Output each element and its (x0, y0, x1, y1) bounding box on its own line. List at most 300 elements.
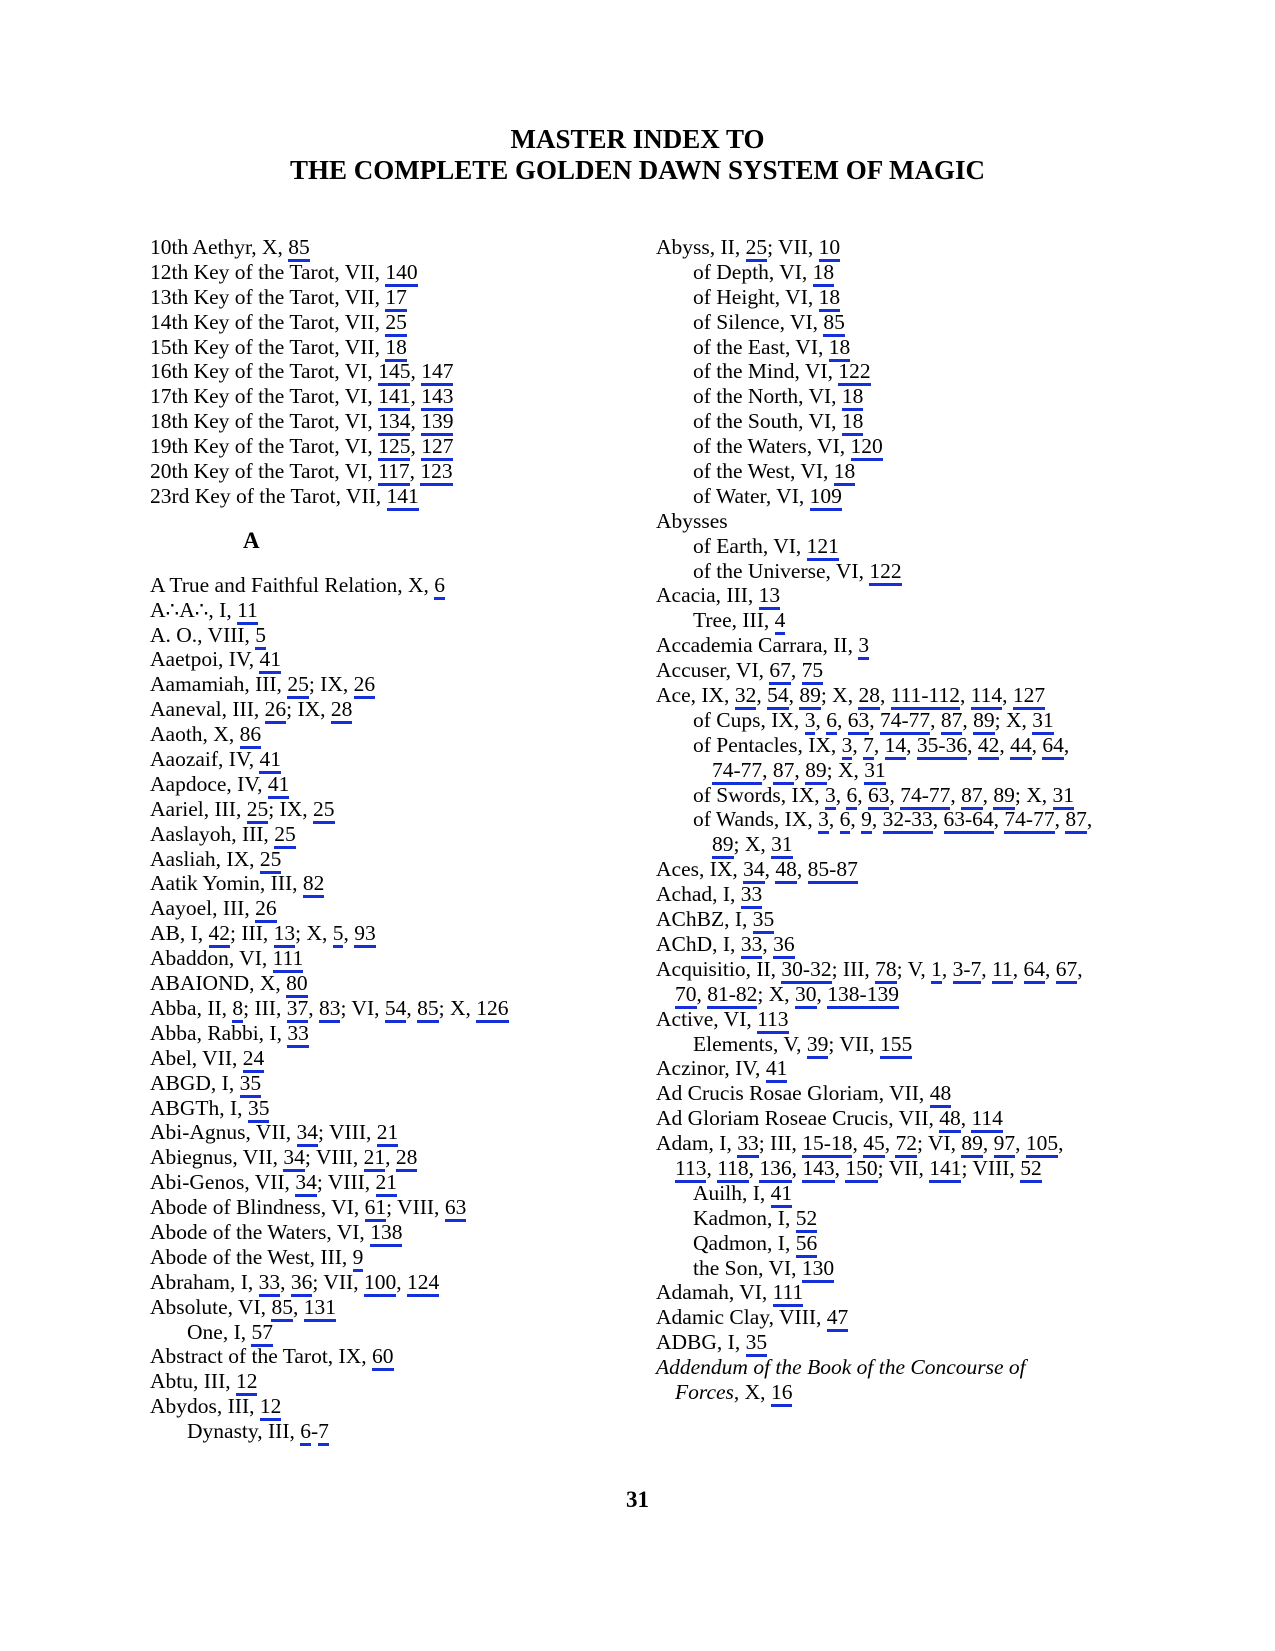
entry-text: ; X, (757, 981, 796, 1006)
page-reference-link[interactable]: 9 (861, 807, 872, 834)
page-reference-link[interactable]: 85 (823, 310, 845, 337)
page-reference-link[interactable]: 113 (757, 1007, 788, 1034)
page-reference-link[interactable]: 8 (232, 996, 243, 1023)
page-reference-link[interactable]: 26 (265, 697, 287, 724)
entry-text: the Son, VI, (693, 1255, 802, 1280)
index-entry (656, 310, 1136, 335)
entry-text: 20th Key of the Tarot, VI, (150, 459, 379, 484)
page-reference-link[interactable]: 63 (868, 783, 890, 810)
index-entry (656, 1355, 1136, 1380)
page-reference-link[interactable]: 141 (387, 484, 419, 511)
index-entry (150, 697, 620, 722)
page-reference-link[interactable]: 130 (802, 1256, 834, 1283)
page-reference-link[interactable]: 89 (799, 683, 821, 710)
page-reference-link[interactable]: 26 (354, 672, 376, 699)
index-entry (656, 559, 1136, 584)
page-reference-link[interactable]: 36 (773, 932, 795, 959)
entry-text: of Depth, VI, (693, 259, 813, 284)
entry-text: Absolute, VI, (150, 1294, 272, 1319)
page-reference-link[interactable]: 140 (385, 260, 417, 287)
page-reference-link[interactable]: 74-77 (1004, 807, 1054, 834)
page-reference-link[interactable]: 31 (864, 758, 886, 785)
index-entry (656, 260, 1136, 285)
entry-text: , (410, 409, 422, 434)
page-reference-link[interactable]: 21 (376, 1170, 398, 1197)
page-reference-link[interactable]: 85-87 (808, 857, 858, 884)
page-reference-link[interactable]: 3 (858, 633, 869, 660)
page-reference-link[interactable]: 136 (759, 1156, 791, 1183)
entry-text: , (982, 1131, 994, 1156)
entry-text: , (1058, 1131, 1064, 1156)
index-entry (150, 235, 620, 260)
page-reference-link[interactable]: 42 (209, 921, 231, 948)
entry-text: of the Mind, VI, (693, 359, 839, 384)
index-entry (656, 957, 1136, 982)
page-reference-link[interactable]: 109 (810, 484, 842, 511)
page-reference-link[interactable]: 87 (773, 758, 795, 785)
index-entry (150, 409, 620, 434)
page-reference-link[interactable]: 67 (1056, 957, 1078, 984)
entry-text: 15th Key of the Tarot, VII, (150, 334, 386, 359)
entry-text: 19th Key of the Tarot, VI, (150, 434, 379, 459)
entry-text: ; X, (1014, 782, 1053, 807)
page-reference-link[interactable]: 3 (825, 783, 836, 810)
index-entry (656, 1156, 1136, 1181)
index-column-right (656, 235, 1136, 1405)
page-reference-link[interactable]: 85 (417, 996, 439, 1023)
page-reference-link[interactable]: 12 (236, 1369, 258, 1396)
entry-text: , (834, 1155, 846, 1180)
entry-text: ADBG, I, (656, 1330, 746, 1355)
page-reference-link[interactable]: 117 (378, 459, 409, 486)
entry-text: of the East, VI, (693, 334, 829, 359)
entry-text: of the Waters, VI, (693, 434, 851, 459)
page-reference-link[interactable]: 82 (303, 871, 325, 898)
entry-text: , (884, 1131, 896, 1156)
page-reference-link[interactable]: 14 (885, 733, 907, 760)
index-entry (656, 1231, 1136, 1256)
page-reference-link[interactable]: 5 (333, 921, 344, 948)
page-reference-link[interactable]: 138-139 (827, 982, 899, 1009)
page-reference-link[interactable]: 32 (735, 683, 757, 710)
page-reference-link[interactable]: 57 (251, 1320, 273, 1347)
page-reference-link[interactable]: 126 (476, 996, 508, 1023)
page-reference-link[interactable]: 138 (370, 1220, 402, 1247)
page-reference-link[interactable]: 60 (372, 1344, 394, 1371)
entry-text: , (850, 807, 862, 832)
page-reference-link[interactable]: 83 (319, 996, 341, 1023)
entry-text: ; X, (295, 921, 333, 946)
page-reference-link[interactable]: 70 (675, 982, 697, 1009)
page-reference-link[interactable]: 5 (255, 623, 266, 650)
page-reference-link[interactable]: 87 (1065, 807, 1087, 834)
page-reference-link[interactable]: 33 (737, 1131, 759, 1158)
entry-text: , (292, 1294, 304, 1319)
page-reference-link[interactable]: 89 (993, 783, 1015, 810)
page-reference-link[interactable]: 86 (240, 722, 262, 749)
entry-text: , (962, 707, 974, 732)
page-reference-link[interactable]: 37 (287, 996, 309, 1023)
index-entry (656, 1330, 1136, 1355)
page-reference-link[interactable]: 6 (434, 573, 445, 600)
entry-text: Aasliah, IX, (150, 846, 260, 871)
page-reference-link[interactable]: 16 (771, 1380, 793, 1407)
page-reference-link[interactable]: 33 (741, 932, 763, 959)
entry-text: , (873, 732, 885, 757)
entry-text: Aapdoce, IV, (150, 771, 268, 796)
page-reference-link[interactable]: 18 (842, 409, 864, 436)
page-reference-link[interactable]: 134 (378, 409, 410, 436)
entry-text: ; VIII, (386, 1195, 445, 1220)
page-reference-link[interactable]: 24 (243, 1046, 265, 1073)
page-reference-link[interactable]: 63 (445, 1195, 467, 1222)
entry-text: ; VIII, (318, 1120, 377, 1145)
page-reference-link[interactable]: 35 (248, 1096, 270, 1123)
index-entry (150, 1320, 620, 1345)
index-entry (150, 847, 620, 872)
page-reference-link[interactable]: 41 (766, 1056, 788, 1083)
page-reference-link[interactable]: 4 (775, 608, 786, 635)
page-reference-link[interactable]: 145 (378, 359, 410, 386)
page-reference-link[interactable]: 97 (994, 1131, 1016, 1158)
page-reference-link[interactable]: 25 (274, 822, 296, 849)
page-reference-link[interactable]: 35-36 (917, 733, 967, 760)
page-reference-link[interactable]: 111 (273, 946, 304, 973)
index-entry (150, 1344, 620, 1369)
page-reference-link[interactable]: 42 (978, 733, 1000, 760)
index-entry (656, 733, 1136, 758)
entry-text: , (960, 1106, 972, 1131)
entry-text: of Cups, IX, (693, 707, 805, 732)
page-reference-link[interactable]: 28 (331, 697, 353, 724)
page-reference-link[interactable]: 141 (929, 1156, 961, 1183)
index-entry (656, 335, 1136, 360)
entry-text: , (1086, 807, 1093, 832)
page-reference-link[interactable]: 48 (939, 1106, 961, 1133)
page-reference-link[interactable]: 89 (961, 1131, 983, 1158)
page-reference-link[interactable]: 127 (1013, 683, 1045, 710)
page-reference-link[interactable]: 33 (741, 882, 763, 909)
page-reference-link[interactable]: 72 (895, 1131, 917, 1158)
entry-text: , (967, 732, 978, 757)
entry-text: , (385, 1145, 396, 1170)
index-entry (656, 434, 1136, 459)
page-reference-link[interactable]: 113 (675, 1156, 706, 1183)
page-reference-link[interactable]: 89 (973, 708, 995, 735)
page-reference-link[interactable]: 74-77 (712, 758, 762, 785)
index-entry (150, 1021, 620, 1046)
entry-text: ABAIOND, X, (150, 971, 287, 996)
page-reference-link[interactable]: 3 (805, 708, 816, 735)
page-reference-link[interactable]: 34 (295, 1170, 317, 1197)
page-reference-link[interactable]: 30-32 (781, 957, 831, 984)
page-reference-link[interactable]: 56 (796, 1231, 818, 1258)
index-entry (150, 1270, 620, 1295)
entry-text: Abel, VII, (150, 1045, 243, 1070)
page-reference-link[interactable]: 6 (826, 708, 837, 735)
page-reference-link[interactable]: 3 (818, 807, 829, 834)
page-reference-link[interactable]: 155 (880, 1032, 912, 1059)
page-reference-link[interactable]: 10 (819, 235, 841, 262)
entry-text: ; VII, (877, 1155, 930, 1180)
page-reference-link[interactable]: 33 (287, 1021, 309, 1048)
page-reference-link[interactable]: 25 (287, 672, 309, 699)
page-reference-link[interactable]: 141 (378, 384, 410, 411)
index-entry (150, 598, 620, 623)
page-reference-link[interactable]: 80 (286, 971, 308, 998)
page-reference-link[interactable]: 13 (759, 583, 781, 610)
entry-text: ; III, (230, 921, 274, 946)
page-reference-link[interactable]: 12 (260, 1394, 282, 1421)
page-reference-link[interactable]: 31 (1053, 783, 1075, 810)
page-reference-link[interactable]: 3-7 (953, 957, 982, 984)
entry-text: 17th Key of the Tarot, VI, (150, 384, 379, 409)
index-entry (150, 971, 620, 996)
page-reference-link[interactable]: 13 (274, 921, 296, 948)
page-reference-link[interactable]: 74-77 (880, 708, 930, 735)
index-entry (150, 1046, 620, 1071)
index-entry (656, 534, 1136, 559)
page-reference-link[interactable]: 127 (421, 434, 453, 461)
page-reference-link[interactable]: 28 (858, 683, 880, 710)
page-reference-link[interactable]: 105 (1026, 1131, 1058, 1158)
page-reference-link[interactable]: 1 (931, 957, 942, 984)
entry-text: ; VIII, (304, 1145, 364, 1170)
page-reference-link[interactable]: 26 (255, 896, 277, 923)
index-entry (150, 1295, 620, 1320)
page-reference-link[interactable]: 6 (300, 1419, 311, 1446)
page-reference-link[interactable]: 31 (1032, 708, 1054, 735)
page-reference-link[interactable]: 18 (842, 384, 864, 411)
page-reference-link[interactable]: 125 (378, 434, 410, 461)
page-reference-link[interactable]: 18 (829, 335, 851, 362)
page-reference-link[interactable]: 7 (863, 733, 874, 760)
page-reference-link[interactable]: 31 (771, 832, 793, 859)
page-reference-link[interactable]: 35 (746, 1330, 768, 1357)
entry-text: , (764, 857, 776, 882)
page-reference-link[interactable]: 21 (364, 1145, 386, 1172)
entry-text: 18th Key of the Tarot, VI, (150, 409, 379, 434)
page-reference-link[interactable]: 11 (237, 598, 258, 625)
page-reference-link[interactable]: 9 (353, 1245, 364, 1272)
entry-text: ; III, (243, 995, 287, 1020)
page-reference-link[interactable]: 41 (259, 647, 281, 674)
page-reference-link[interactable]: 87 (961, 783, 983, 810)
entry-text: , (794, 757, 806, 782)
entry-text: , (993, 807, 1005, 832)
page-reference-link[interactable]: 54 (767, 683, 789, 710)
index-entry (656, 583, 1136, 608)
page-reference-link[interactable]: 89 (805, 758, 827, 785)
page-reference-link[interactable]: 47 (827, 1305, 849, 1332)
page-reference-link[interactable]: 25 (313, 797, 335, 824)
entry-text: ; VI, (916, 1131, 962, 1156)
entry-text: , (857, 782, 868, 807)
page-reference-link[interactable]: 33 (259, 1270, 281, 1297)
page-reference-link[interactable]: 122 (838, 359, 870, 386)
page-reference-link[interactable]: 45 (863, 1131, 885, 1158)
page-reference-link[interactable]: 41 (268, 772, 290, 799)
page-reference-link[interactable]: 131 (304, 1295, 336, 1322)
page-reference-link[interactable]: 61 (365, 1195, 387, 1222)
index-entry (656, 235, 1136, 260)
entry-text: of the South, VI, (693, 409, 842, 434)
index-entry (656, 1106, 1136, 1131)
index-entry (150, 647, 620, 672)
entry-text: Acacia, III, (656, 583, 759, 608)
index-entry (656, 1131, 1136, 1156)
page-reference-link[interactable]: 6 (840, 807, 851, 834)
page-reference-link[interactable]: 7 (318, 1419, 329, 1446)
page-reference-link[interactable]: 114 (971, 1106, 1002, 1133)
page-reference-link[interactable]: 35 (240, 1071, 262, 1098)
entry-text: Aayoel, III, (150, 896, 256, 921)
entry-text: ABGD, I, (150, 1070, 240, 1095)
page-reference-link[interactable]: 6 (846, 783, 857, 810)
page-reference-link[interactable]: 25 (260, 847, 282, 874)
entry-text: of Earth, VI, (693, 533, 807, 558)
index-entry (656, 1380, 1136, 1405)
page-reference-link[interactable]: 111 (773, 1280, 804, 1307)
page-reference-link[interactable]: 64 (1042, 733, 1064, 760)
page-reference-link[interactable]: 118 (717, 1156, 748, 1183)
page-reference-link[interactable]: 18 (834, 459, 856, 486)
page-reference-link[interactable]: 147 (421, 359, 453, 386)
entry-text: Aariel, III, (150, 796, 247, 821)
page-reference-link[interactable]: 63 (848, 708, 870, 735)
page-reference-link[interactable]: 18 (819, 285, 841, 312)
entry-text: , (959, 683, 971, 708)
entry-text: Abstract of the Tarot, IX, (150, 1344, 372, 1369)
entry-text: Dynasty, III, (187, 1419, 301, 1444)
index-entry (150, 1120, 620, 1145)
entry-text: of the North, VI, (693, 384, 842, 409)
page-reference-link[interactable]: 87 (941, 708, 963, 735)
page-reference-link[interactable]: 32-33 (883, 807, 933, 834)
index-entry (656, 1081, 1136, 1106)
entry-text: Active, VI, (656, 1006, 758, 1031)
page-reference-link[interactable]: 15-18 (802, 1131, 852, 1158)
page-reference-link[interactable]: 34 (743, 857, 765, 884)
entry-text: , (1045, 956, 1056, 981)
index-entry (656, 907, 1136, 932)
page-reference-link[interactable]: 3 (842, 733, 853, 760)
entry-text: ; III, (831, 956, 876, 981)
page-reference-link[interactable]: 34 (283, 1145, 305, 1172)
page-reference-link[interactable]: 120 (851, 434, 883, 461)
page-reference-link[interactable]: 48 (775, 857, 797, 884)
page-reference-link[interactable]: 52 (1020, 1156, 1042, 1183)
page-reference-link[interactable]: 100 (364, 1270, 396, 1297)
page-reference-link[interactable]: 25 (247, 797, 269, 824)
index-entry (150, 1145, 620, 1170)
page-reference-link[interactable]: 17 (385, 285, 407, 312)
page-reference-link[interactable]: 41 (771, 1181, 793, 1208)
index-entry (150, 672, 620, 697)
page-reference-link[interactable]: 75 (802, 658, 824, 685)
page-reference-link[interactable]: 11 (992, 957, 1013, 984)
entry-text: of Water, VI, (693, 483, 810, 508)
page-reference-link[interactable]: 39 (807, 1032, 829, 1059)
page-reference-link[interactable]: 85 (288, 235, 310, 262)
page-reference-link[interactable]: 63-64 (944, 807, 994, 834)
page-reference-link[interactable]: 35 (753, 907, 775, 934)
entry-text: Aaetpoi, IV, (150, 647, 260, 672)
page-reference-link[interactable]: 81-82 (707, 982, 757, 1009)
entry-text: Addendum of the Book of the Concourse of (656, 1355, 1026, 1380)
entry-text: 12th Key of the Tarot, VII, (150, 259, 386, 284)
entry-text: of the West, VI, (693, 459, 834, 484)
entry-text: , (1015, 1131, 1026, 1156)
page-reference-link[interactable]: 41 (259, 747, 281, 774)
entry-text: ABGTh, I, (150, 1095, 248, 1120)
page-reference-link[interactable]: 21 (377, 1120, 399, 1147)
entry-text: , (941, 956, 953, 981)
page-reference-link[interactable]: 18 (385, 335, 407, 362)
page-reference-link[interactable]: 44 (1010, 733, 1032, 760)
page-reference-link[interactable]: 34 (297, 1120, 319, 1147)
page-reference-link[interactable]: 121 (807, 534, 839, 561)
index-entry (150, 310, 620, 335)
entry-text: , (950, 782, 962, 807)
entry-text: of the Universe, VI, (693, 558, 870, 583)
page-reference-link[interactable]: 25 (385, 310, 407, 337)
page-reference-link[interactable]: 89 (712, 832, 734, 859)
entry-text: ; III, (758, 1131, 803, 1156)
page-reference-link[interactable]: 139 (421, 409, 453, 436)
page-reference-link[interactable]: 150 (845, 1156, 877, 1183)
page-title (0, 124, 1275, 186)
index-entry (150, 896, 620, 921)
entry-text: Aaneval, III, (150, 697, 265, 722)
page-reference-link[interactable]: 114 (971, 683, 1002, 710)
page-reference-link[interactable]: 74-77 (900, 783, 950, 810)
page-reference-link[interactable]: 111-112 (891, 683, 960, 710)
page-reference-link[interactable]: 78 (875, 957, 897, 984)
page-reference-link[interactable]: 143 (802, 1156, 834, 1183)
index-entry (656, 1280, 1136, 1305)
page-reference-link[interactable]: 36 (291, 1270, 313, 1297)
page-reference-link[interactable]: 30 (795, 982, 817, 1009)
index-entry (150, 772, 620, 797)
index-entry (656, 658, 1136, 683)
page-reference-link[interactable]: 25 (746, 235, 768, 262)
page-reference-link[interactable]: 18 (813, 260, 835, 287)
index-entry (656, 1256, 1136, 1281)
page-reference-link[interactable]: 64 (1024, 957, 1046, 984)
entry-text: , (762, 931, 774, 956)
page-reference-link[interactable]: 143 (421, 384, 453, 411)
entry-text: Adam, I, (656, 1131, 738, 1156)
page-reference-link[interactable]: 28 (396, 1145, 418, 1172)
entry-text: , (1054, 807, 1066, 832)
page-reference-link[interactable]: 67 (769, 658, 791, 685)
entry-text: ; VI, (340, 995, 385, 1020)
page-reference-link[interactable]: 52 (796, 1206, 818, 1233)
page-reference-link[interactable]: 48 (930, 1081, 952, 1108)
index-entry (656, 832, 1136, 857)
page-reference-link[interactable]: 85 (271, 1295, 293, 1322)
page-reference-link[interactable]: 123 (420, 459, 452, 486)
entry-text: , (852, 1131, 864, 1156)
page-reference-link[interactable]: 93 (354, 921, 376, 948)
title-line-2: THE COMPLETE GOLDEN DAWN SYSTEM OF MAGIC (289, 155, 986, 185)
index-entry (150, 1220, 620, 1245)
page-reference-link[interactable]: 54 (385, 996, 407, 1023)
page-reference-link[interactable]: 122 (869, 559, 901, 586)
page-reference-link[interactable]: 124 (407, 1270, 439, 1297)
entry-text: of Height, VI, (693, 284, 819, 309)
